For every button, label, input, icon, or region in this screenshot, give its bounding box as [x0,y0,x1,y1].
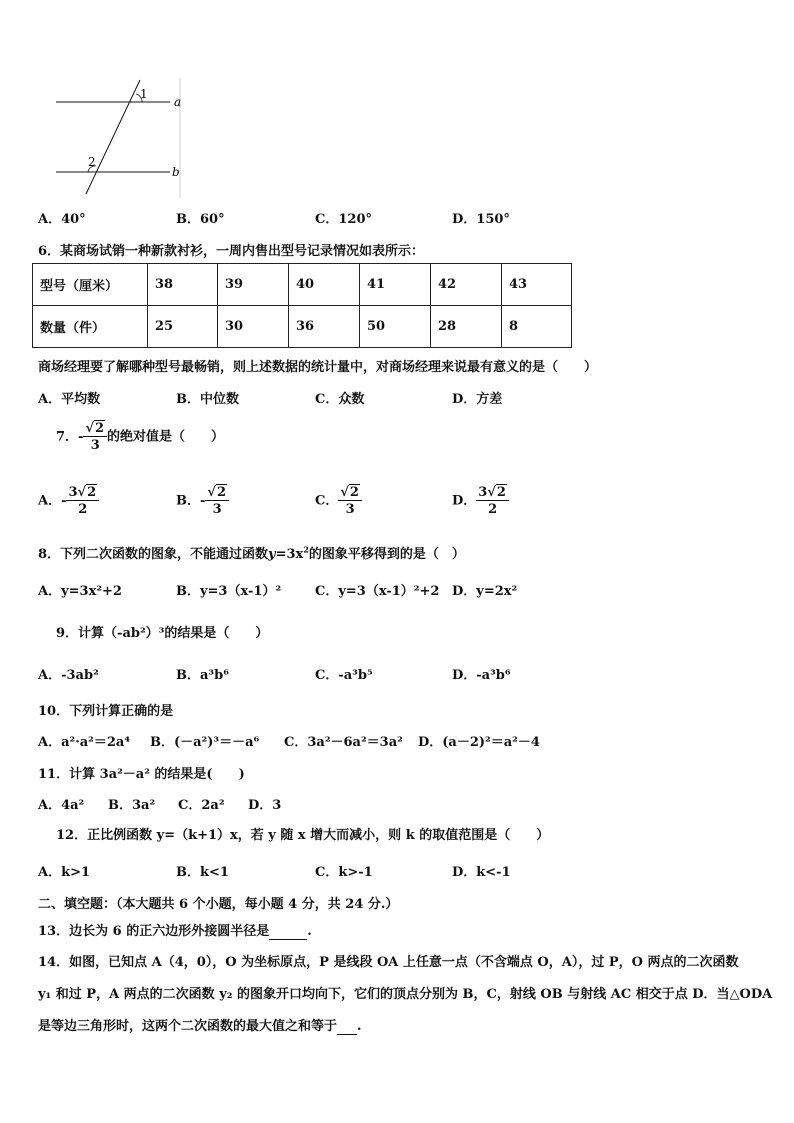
q7-option-d: D． $\frac{3√2}{2}$ [452,486,509,516]
q9-option-d: D．-a³b⁶ [452,668,511,683]
count-cell: 25 [148,306,218,348]
q7-a-den: 2 [78,502,88,517]
q7-c-den: 3 [345,502,355,517]
q12-stem: 12．正比例函数 y=（k+1）x，若 y 随 x 增大而减小，则 k 的取值范围是（ ） [56,828,550,843]
q7-d-radicand: 2 [496,485,506,500]
q10-option-c: C．3a²－6a²＝3a² [284,735,403,750]
q8-stem-a: 8．下列二次函数的图象，不能通过函数 [38,547,269,562]
q12-option-c: C．k>-1 [315,865,373,880]
angle-1-label: 1 [140,87,148,101]
size-cell: 40 [289,264,360,306]
row-header-size: 型号（厘米） [33,264,148,306]
q7-c-radicand: 2 [349,485,359,500]
q11-option-a: A．4a² [38,798,85,813]
q7-a-prefix: A．- [38,493,67,509]
q7-b-radicand: 2 [216,485,226,500]
angle-2-label: 2 [88,155,96,169]
q14-line-1: 14．如图，已知点 A（4，0），O 为坐标原点，P 是线段 OA 上任意一点（不含端点 O，A），过 P，O 两点的二次函数 [38,955,739,970]
q7-suffix: 的绝对值是（ ） [107,429,225,445]
q14-line-3: 是等边三角形时，这两个二次函数的最大值之和等于 . [38,1019,362,1034]
q8-stem [38,543,465,562]
parallel-lines-figure [50,78,190,198]
answer-blank[interactable] [269,924,307,940]
section-heading: 二、填空题：（本大题共 6 个小题，每小题 4 分，共 24 分.） [38,897,399,912]
size-table [32,263,572,348]
answer-blank[interactable] [337,1019,357,1035]
q14-line-2: y₁ 和过 P，A 两点的二次函数 y₂ 的图象开口均向下，它们的顶点分别为 B，C，射线 OB 与射线 AC 相交于点 D．当△ODA [38,987,773,1002]
count-cell: 28 [431,306,502,348]
row-header-count: 数量（件） [33,306,148,348]
transversal [86,80,140,194]
q7-a-coef: 3 [68,485,78,500]
q6-option-c: C．众数 [315,392,365,407]
q13-text: 13．边长为 6 的正六边形外接圆半径是 [38,924,270,939]
size-cell: 42 [431,264,502,306]
q5-option-a: A．40° [38,212,86,227]
table-row [33,306,572,348]
q10-option-a: A．a²·a²＝2a⁴ [38,735,131,750]
q7-d-coef: 3 [478,485,488,500]
q8-stem-y: y [268,547,276,562]
count-cell: 8 [502,306,572,348]
q7-d-den: 2 [488,502,498,517]
count-cell: 30 [218,306,289,348]
q8-option-b: B．y=3（x-1）² [176,584,282,599]
q12-option-d: D．k<-1 [452,865,511,880]
q8-stem-exp: 2 [303,544,309,555]
q5-option-d: D．150° [452,212,510,227]
q12-option-b: B．k<1 [176,865,229,880]
q11-stem: 11．计算 3a²－a² 的结果是( ) [38,767,245,782]
line-a-label: a [174,95,182,109]
q7-denominator: 3 [90,438,100,453]
q8-stem-e: 的图象平移得到的是（ ） [308,547,465,562]
q7-a-radicand: 2 [87,485,97,500]
q8-option-d: D．y=2x² [452,584,518,599]
q7-c-prefix: C． [315,493,339,509]
q10-option-b: B．(－a²)³＝－a⁶ [150,735,260,750]
q6-option-a: A．平均数 [38,392,101,407]
count-cell: 36 [289,306,360,348]
size-cell: 41 [360,264,431,306]
q6-option-b: B．中位数 [176,392,239,407]
q7-stem [56,422,224,452]
size-cell: 43 [502,264,572,306]
size-cell: 38 [148,264,218,306]
count-cell: 50 [360,306,431,348]
q8-option-a: A．y=3x²+2 [38,584,122,599]
table-row [33,264,572,306]
q5-option-c: C．120° [315,212,372,227]
q9-option-a: A．-3ab² [38,668,99,683]
q14-text: 是等边三角形时，这两个二次函数的最大值之和等于 [38,1019,338,1034]
q7-b-den: 3 [212,502,222,517]
q5-option-b: B．60° [176,212,225,227]
q7-option-a: A．- $\frac{3√2}{2}$ [38,486,99,516]
q12-option-a: A．k>1 [38,865,91,880]
q7-prefix: 7．- [56,429,84,445]
q9-stem: 9．计算（-ab²）³的结果是（ ） [56,626,269,641]
q7-option-c: C． $\frac{√2}{3}$ [315,486,362,516]
q7-radicand: 2 [95,421,105,436]
q13-stem: 13．边长为 6 的正六边形外接圆半径是 . [38,924,312,939]
q10-stem: 10．下列计算正确的是 [38,704,174,719]
size-cell: 39 [218,264,289,306]
q9-option-c: C．-a³b⁵ [315,668,373,683]
q6-option-d: D．方差 [452,392,503,407]
q11-option-d: D．3 [248,798,282,813]
q11-option-b: B．3a² [108,798,156,813]
q7-fraction: $\frac{√2}{3}$ [83,422,107,452]
q6-stem: 6．某商场试销一种新款衬衫，一周内售出型号记录情况如表所示： [38,244,425,259]
q8-option-c: C．y=3（x-1）²+2 [315,584,440,599]
q6-stem-2: 商场经理要了解哪种型号最畅销，则上述数据的统计量中，对商场经理来说最有意义的是（ ） [38,360,598,375]
q7-b-prefix: B．- [176,493,206,509]
q11-option-c: C．2a² [178,798,225,813]
q9-option-b: B．a³b⁶ [176,668,229,683]
q8-stem-eq: =3x [275,547,304,562]
line-b-label: b [172,165,180,179]
q7-option-b: B．- $\frac{√2}{3}$ [176,486,229,516]
q7-d-prefix: D． [452,493,477,509]
q10-option-d: D．(a－2)²＝a²－4 [418,735,540,750]
